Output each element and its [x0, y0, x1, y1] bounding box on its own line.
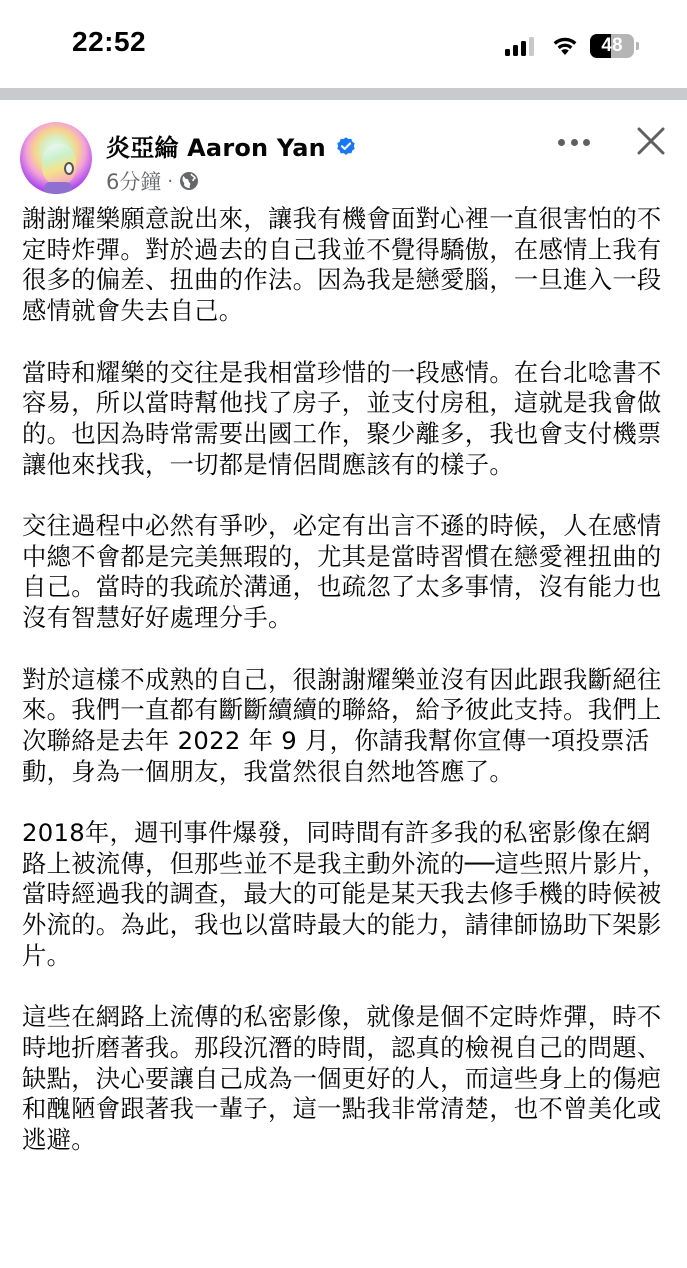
post-paragraph: 這些在網路上流傳的私密影像，就像是個不定時炸彈，時不時地折磨著我。那段沉潛的時間，認真的檢視自己的問題、缺點，決心要讓自己成為一個更好的人，而這些身上的傷疤和醜陋會跟著我一輩子，這一點我非常清楚，也不曾美化或逃避。	[22, 1002, 662, 1155]
status-time: 22:52	[72, 26, 147, 57]
post-meta	[106, 166, 199, 196]
status-bar	[0, 0, 687, 88]
globe-icon	[179, 171, 199, 191]
more-options-button[interactable]	[558, 132, 590, 152]
post-body	[22, 204, 672, 1186]
author-name[interactable]: 炎亞綸 Aaron Yan	[106, 134, 326, 162]
close-icon[interactable]	[634, 124, 668, 158]
post-header	[0, 100, 687, 200]
wifi-icon	[552, 36, 578, 56]
divider-band	[0, 88, 687, 100]
battery-tip	[636, 42, 639, 50]
avatar[interactable]	[20, 122, 92, 194]
post-paragraph: 2018年，週刊事件爆發，同時間有許多我的私密影像在網路上被流傳，但那些並不是我主動外流的──這些照片影片，當時經過我的調查，最大的可能是某天我去修手機的時候被外流的。為此，我也以當時最大的能力，請律師協助下架影片。	[22, 818, 667, 970]
battery-percent: 48	[601, 35, 623, 56]
verified-badge-icon	[335, 135, 357, 157]
post-paragraph: 對於這樣不成熟的自己，很謝謝耀樂並沒有因此跟我斷絕往來。我們一直都有斷斷續續的聯絡，給予彼此支持。我們上次聯絡是去年 2022 年 9 月，你請我幫你宣傳一項投票活動，身為一個朋友，我當然很自然地答應了。	[22, 664, 662, 786]
status-icons	[505, 33, 639, 59]
post-paragraph: 謝謝耀樂願意說出來，讓我有機會面對心裡一直很害怕的不定時炸彈。對於過去的自己我並不覺得驕傲，在感情上我有很多的偏差、扭曲的作法。因為我是戀愛腦，一旦進入一段感情就會失去自己。	[22, 204, 662, 326]
post-paragraph: 當時和耀樂的交往是我相當珍惜的一段感情。在台北唸書不容易，所以當時幫他找了房子，並支付房租，這就是我會做的。也因為時常需要出國工作，聚少離多，我也會支付機票讓他來找我，一切都是情侶間應該有的樣子。	[22, 357, 662, 479]
battery-icon	[590, 34, 634, 58]
cellular-signal-icon	[505, 36, 534, 56]
meta-separator: ·	[167, 170, 174, 192]
author-row	[106, 128, 357, 163]
post-paragraph: 交往過程中必然有爭吵，必定有出言不遜的時候，人在感情中總不會都是完美無瑕的，尤其是當時習慣在戀愛裡扭曲的自己。當時的我疏於溝通，也疏忽了太多事情，沒有能力也沒有智慧好好處理分手。	[22, 511, 662, 633]
post-timestamp[interactable]: 6分鐘	[106, 170, 162, 194]
